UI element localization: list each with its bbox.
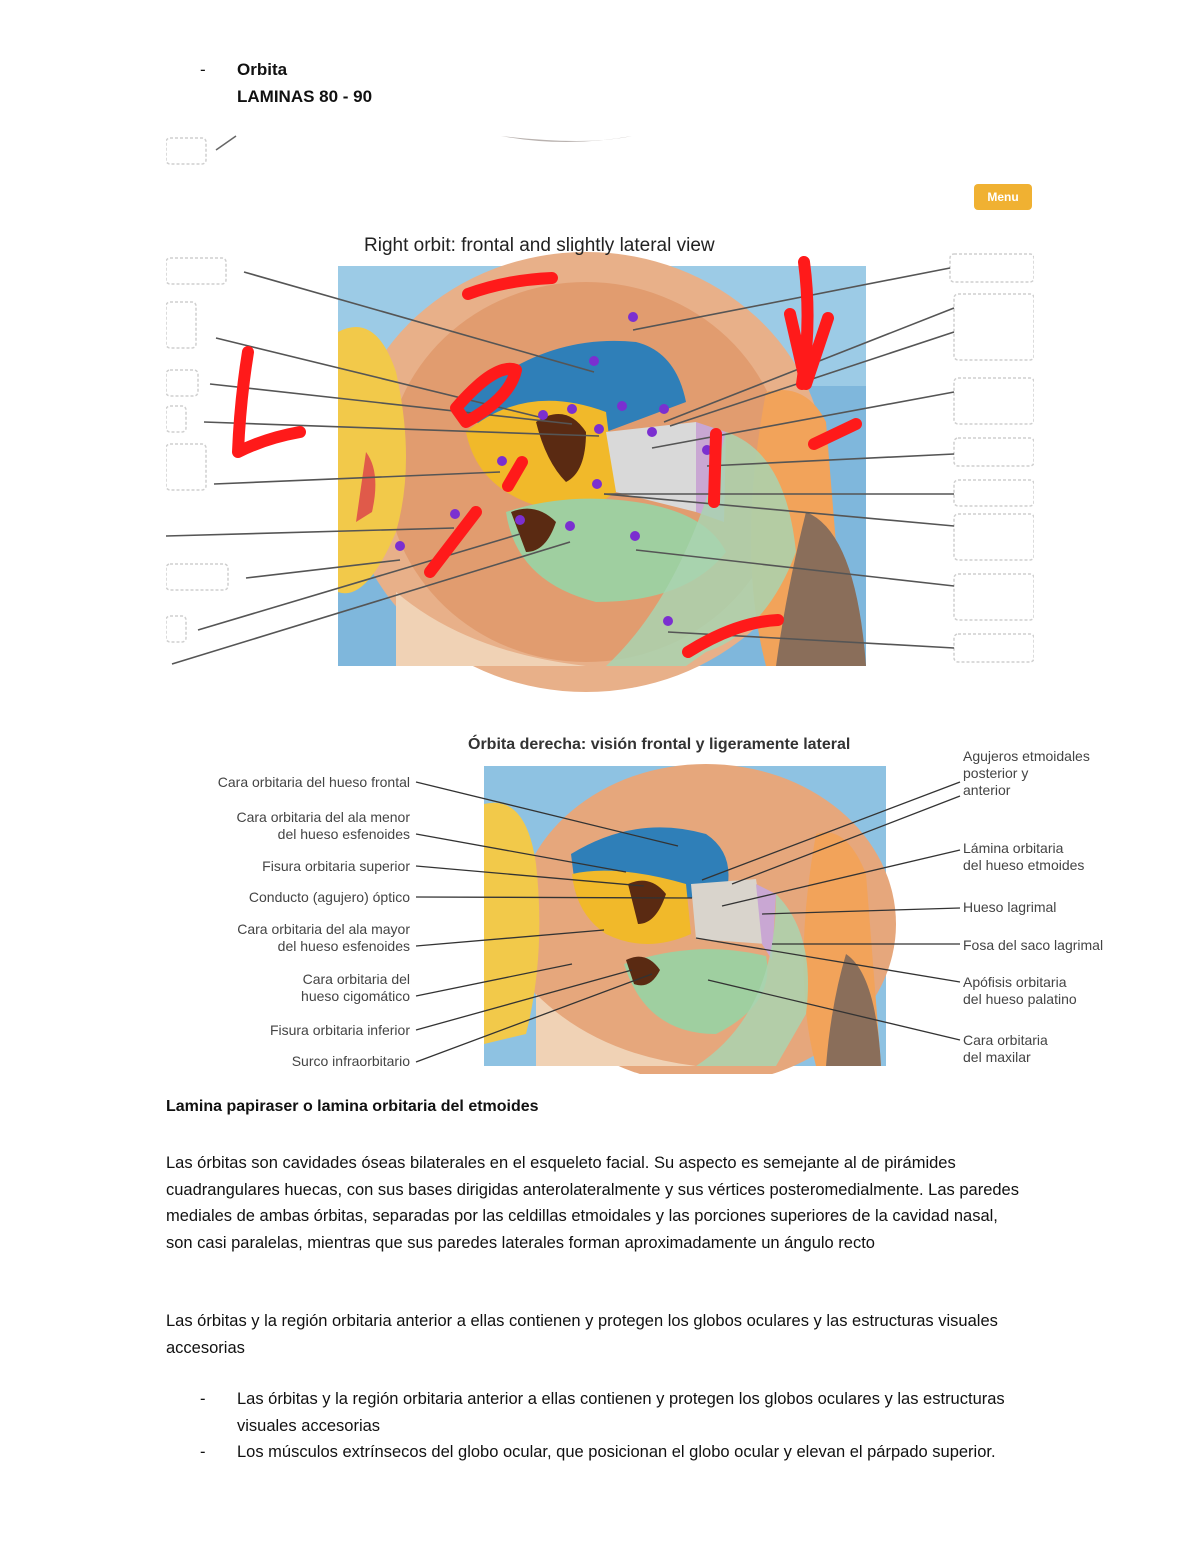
- label-cara-orbitaria-frontal: Cara orbitaria del hueso frontal: [217, 774, 410, 790]
- menu-button[interactable]: Menu: [974, 184, 1032, 210]
- section-title: Lamina papiraser o lamina orbitaria del etmoides: [166, 1098, 539, 1115]
- label-fisura-inferior: Fisura orbitaria inferior: [269, 1022, 410, 1038]
- bullet-dash: -: [200, 1443, 206, 1461]
- label-cara-maxilar-2: del maxilar: [963, 1049, 1031, 1065]
- label-lamina-etmoides-2: del hueso etmoides: [963, 857, 1085, 873]
- label-conducto-optico: Conducto (agujero) óptico: [248, 889, 410, 905]
- heading-dash: -: [200, 60, 206, 79]
- list-item: [200, 1439, 1040, 1466]
- label-ala-menor-2: del hueso esfenoides: [277, 826, 410, 842]
- label-ala-mayor-2: del hueso esfenoides: [277, 938, 410, 954]
- label-fisura-superior: Fisura orbitaria superior: [262, 858, 410, 874]
- orbit-quiz-title: Right orbit: frontal and slightly lateral view: [364, 235, 715, 256]
- paragraph-2: [166, 1308, 1026, 1361]
- label-agujeros-etmoidales-2: posterior y: [963, 765, 1029, 781]
- heading-title: Orbita: [237, 60, 288, 79]
- orbit-labelled-title: Órbita derecha: visión frontal y ligeramente lateral: [468, 736, 851, 753]
- label-ala-menor-1: Cara orbitaria del ala menor: [236, 809, 410, 825]
- paragraph-1-text: Las órbitas son cavidades óseas bilaterales en el esqueleto facial. Su aspecto es semejante al de pirámides cuadrangulares huecas, con sus bases dirigidas anterolateralmente y sus vértices posteromedialmente. Las paredes mediales de ambas órbitas, separadas por las celdillas etmoidales y las porciones superiores de la cavidad nasal, son casi paralelas, mientras que sus paredes laterales forman aproximadamente un ángulo recto: [166, 1154, 1019, 1252]
- label-agujeros-etmoidales-3: anterior: [963, 782, 1011, 798]
- bullet-text: Los músculos extrínsecos del globo ocular, que posicionan el globo ocular y elevan el párpado superior.: [237, 1443, 996, 1461]
- orbit-labelled-figure: [176, 734, 1128, 1074]
- label-apofisis-palatino-2: del hueso palatino: [963, 991, 1077, 1007]
- paragraph-1: [166, 1150, 1026, 1256]
- label-surco-infraorbitario: Surco infraorbitario: [291, 1053, 410, 1069]
- label-cara-maxilar-1: Cara orbitaria: [963, 1032, 1048, 1048]
- list-item: [200, 1386, 1040, 1439]
- label-ala-mayor-1: Cara orbitaria del ala mayor: [237, 921, 410, 937]
- label-lamina-etmoides-1: Lámina orbitaria: [963, 840, 1064, 856]
- bullet-list: [200, 1386, 1040, 1466]
- orbit-quiz-illustration: [166, 132, 1034, 692]
- label-fosa-saco-lagrimal: Fosa del saco lagrimal: [963, 937, 1104, 953]
- bullet-dash: -: [200, 1390, 206, 1408]
- label-apofisis-palatino-1: Apófisis orbitaria: [963, 974, 1067, 990]
- orbit-quiz-figure: [166, 132, 1034, 692]
- bullet-text: Las órbitas y la región orbitaria anterior a ellas contienen y protegen los globos oculares y las estructuras visuales accesorias: [237, 1390, 1005, 1435]
- label-hueso-lagrimal: Hueso lagrimal: [963, 899, 1057, 915]
- label-cigomatico-2: hueso cigomático: [301, 988, 410, 1004]
- heading-subtitle: LAMINAS 80 - 90: [237, 87, 373, 106]
- paragraph-2-text: Las órbitas y la región orbitaria anterior a ellas contienen y protegen los globos oculares y las estructuras visuales accesorias: [166, 1312, 998, 1357]
- label-cigomatico-1: Cara orbitaria del: [302, 971, 410, 987]
- label-agujeros-etmoidales-1: Agujeros etmoidales: [963, 748, 1090, 764]
